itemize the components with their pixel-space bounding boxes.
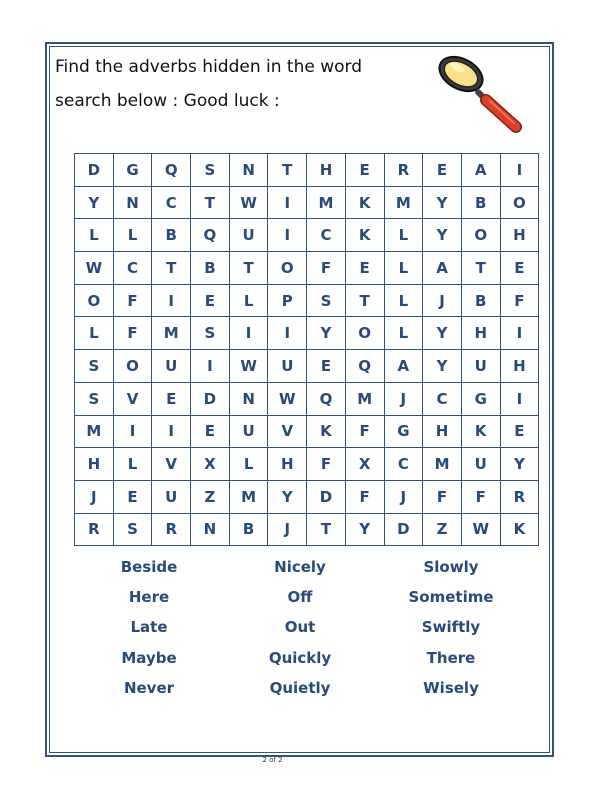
- grid-cell: V: [268, 415, 307, 448]
- grid-cell: G: [384, 415, 423, 448]
- word-list: [74, 552, 526, 703]
- grid-cell: Y: [307, 317, 346, 350]
- grid-cell: U: [152, 350, 191, 383]
- grid-cell: T: [461, 252, 500, 285]
- grid-cell: K: [500, 513, 539, 546]
- word-column: [74, 552, 224, 703]
- grid-cell: K: [461, 415, 500, 448]
- grid-cell: E: [307, 350, 346, 383]
- grid-cell: B: [461, 186, 500, 219]
- grid-cell: N: [113, 186, 152, 219]
- grid-cell: E: [152, 382, 191, 415]
- word-item: Swiftly: [421, 618, 481, 637]
- grid-cell: Y: [423, 219, 462, 252]
- grid-cell: E: [500, 415, 539, 448]
- grid-cell: E: [345, 154, 384, 187]
- grid-cell: H: [75, 448, 114, 481]
- word-item: Wisely: [423, 678, 479, 697]
- grid-cell: W: [229, 350, 268, 383]
- grid-cell: S: [75, 350, 114, 383]
- grid-cell: O: [113, 350, 152, 383]
- grid-cell: E: [191, 284, 230, 317]
- grid-cell: M: [307, 186, 346, 219]
- grid-cell: F: [113, 284, 152, 317]
- grid-cell: R: [384, 154, 423, 187]
- grid-cell: L: [384, 252, 423, 285]
- grid-cell: E: [191, 415, 230, 448]
- grid-cell: L: [75, 317, 114, 350]
- grid-cell: H: [461, 317, 500, 350]
- grid-cell: W: [229, 186, 268, 219]
- grid-cell: U: [229, 415, 268, 448]
- grid-cell: U: [461, 448, 500, 481]
- grid-cell: B: [229, 513, 268, 546]
- grid-cell: P: [268, 284, 307, 317]
- grid-cell: Z: [191, 480, 230, 513]
- grid-cell: T: [307, 513, 346, 546]
- grid-cell: F: [500, 284, 539, 317]
- grid-cell: L: [113, 219, 152, 252]
- grid-cell: Y: [423, 186, 462, 219]
- grid-cell: B: [461, 284, 500, 317]
- grid-cell: K: [345, 186, 384, 219]
- grid-cell: D: [191, 382, 230, 415]
- word-item: Quietly: [269, 678, 331, 697]
- grid-cell: F: [423, 480, 462, 513]
- grid-cell: I: [268, 219, 307, 252]
- grid-cell: C: [113, 252, 152, 285]
- grid-cell: W: [461, 513, 500, 546]
- grid-cell: V: [152, 448, 191, 481]
- grid-cell: V: [113, 382, 152, 415]
- grid-cell: M: [229, 480, 268, 513]
- grid-cell: T: [191, 186, 230, 219]
- grid-cell: A: [423, 252, 462, 285]
- grid-cell: S: [75, 382, 114, 415]
- word-column: [376, 552, 526, 703]
- grid-cell: U: [152, 480, 191, 513]
- grid-cell: F: [113, 317, 152, 350]
- grid-cell: I: [191, 350, 230, 383]
- grid-row: [75, 219, 539, 252]
- grid-cell: E: [500, 252, 539, 285]
- word-item: Out: [284, 618, 316, 637]
- word-item: Nicely: [274, 558, 326, 576]
- word-search-grid: [74, 153, 539, 546]
- grid-cell: H: [423, 415, 462, 448]
- grid-cell: I: [500, 154, 539, 187]
- grid-cell: F: [345, 415, 384, 448]
- grid-cell: J: [384, 480, 423, 513]
- grid-cell: O: [461, 219, 500, 252]
- grid-row: [75, 154, 539, 187]
- grid-cell: I: [229, 317, 268, 350]
- grid-cell: I: [500, 317, 539, 350]
- grid-cell: E: [345, 252, 384, 285]
- grid-row: [75, 252, 539, 285]
- grid-row: [75, 480, 539, 513]
- grid-cell: M: [152, 317, 191, 350]
- word-item: Slowly: [423, 558, 479, 576]
- grid-cell: O: [345, 317, 384, 350]
- grid-cell: C: [307, 219, 346, 252]
- grid-cell: A: [384, 350, 423, 383]
- grid-cell: L: [384, 284, 423, 317]
- grid-cell: M: [423, 448, 462, 481]
- grid-cell: Y: [345, 513, 384, 546]
- grid-cell: S: [307, 284, 346, 317]
- instructions-line-2: search below : Good luck :: [55, 91, 280, 111]
- grid-cell: R: [75, 513, 114, 546]
- grid-cell: X: [191, 448, 230, 481]
- grid-cell: L: [384, 219, 423, 252]
- grid-cell: Y: [75, 186, 114, 219]
- grid-cell: M: [75, 415, 114, 448]
- grid-cell: Y: [500, 448, 539, 481]
- grid-cell: C: [423, 382, 462, 415]
- grid-cell: M: [345, 382, 384, 415]
- grid-cell: J: [423, 284, 462, 317]
- grid-cell: N: [229, 382, 268, 415]
- grid-cell: H: [500, 350, 539, 383]
- grid-cell: X: [345, 448, 384, 481]
- grid-cell: K: [345, 219, 384, 252]
- grid-cell: O: [268, 252, 307, 285]
- grid-cell: I: [113, 415, 152, 448]
- word-item: Beside: [120, 558, 178, 576]
- grid-cell: I: [268, 186, 307, 219]
- grid-cell: B: [191, 252, 230, 285]
- grid-row: [75, 284, 539, 317]
- grid-cell: F: [307, 252, 346, 285]
- page-number: 2 of 2: [262, 756, 283, 764]
- grid-cell: Y: [268, 480, 307, 513]
- grid-cell: F: [461, 480, 500, 513]
- grid-row: [75, 513, 539, 546]
- instructions-line-1: Find the adverbs hidden in the word: [55, 57, 363, 77]
- word-item: Here: [128, 588, 170, 607]
- grid-cell: H: [307, 154, 346, 187]
- grid-cell: D: [384, 513, 423, 546]
- grid-row: [75, 350, 539, 383]
- grid-cell: W: [268, 382, 307, 415]
- grid-cell: W: [75, 252, 114, 285]
- word-item: Sometime: [408, 588, 494, 607]
- grid-cell: S: [113, 513, 152, 546]
- grid-cell: A: [461, 154, 500, 187]
- grid-cell: S: [191, 154, 230, 187]
- grid-cell: L: [75, 219, 114, 252]
- word-column: [225, 552, 375, 703]
- grid-cell: O: [500, 186, 539, 219]
- grid-cell: L: [384, 317, 423, 350]
- grid-cell: Y: [423, 350, 462, 383]
- grid-cell: Y: [423, 317, 462, 350]
- grid-row: [75, 382, 539, 415]
- word-item: There: [426, 648, 476, 667]
- grid-cell: B: [152, 219, 191, 252]
- grid-cell: H: [500, 219, 539, 252]
- grid-cell: E: [423, 154, 462, 187]
- grid-row: [75, 317, 539, 350]
- grid-cell: Q: [191, 219, 230, 252]
- grid-cell: L: [229, 284, 268, 317]
- grid-cell: N: [191, 513, 230, 546]
- grid-cell: F: [345, 480, 384, 513]
- grid-cell: J: [75, 480, 114, 513]
- grid-cell: C: [152, 186, 191, 219]
- grid-cell: I: [152, 284, 191, 317]
- grid-cell: U: [268, 350, 307, 383]
- instructions-text: [55, 50, 435, 118]
- word-item: Maybe: [121, 648, 177, 667]
- grid-cell: Z: [423, 513, 462, 546]
- word-item: Quickly: [268, 648, 332, 667]
- grid-cell: Q: [345, 350, 384, 383]
- grid-cell: T: [345, 284, 384, 317]
- grid-cell: H: [268, 448, 307, 481]
- grid-cell: K: [307, 415, 346, 448]
- grid-cell: U: [229, 219, 268, 252]
- grid-cell: J: [384, 382, 423, 415]
- grid-cell: M: [384, 186, 423, 219]
- grid-cell: D: [75, 154, 114, 187]
- grid-row: [75, 186, 539, 219]
- grid-cell: T: [152, 252, 191, 285]
- magnifying-glass-icon: [436, 52, 526, 136]
- grid-cell: D: [307, 480, 346, 513]
- grid-cell: E: [113, 480, 152, 513]
- grid-cell: S: [191, 317, 230, 350]
- grid-cell: I: [268, 317, 307, 350]
- grid-cell: R: [500, 480, 539, 513]
- grid-cell: L: [113, 448, 152, 481]
- grid-cell: R: [152, 513, 191, 546]
- grid-cell: I: [500, 382, 539, 415]
- word-item: Never: [123, 678, 175, 697]
- grid-cell: T: [268, 154, 307, 187]
- word-item: Late: [130, 618, 168, 637]
- grid-cell: U: [461, 350, 500, 383]
- grid-cell: O: [75, 284, 114, 317]
- grid-row: [75, 448, 539, 481]
- grid-cell: Q: [307, 382, 346, 415]
- grid-cell: I: [152, 415, 191, 448]
- grid-cell: G: [113, 154, 152, 187]
- grid-cell: L: [229, 448, 268, 481]
- grid-cell: G: [461, 382, 500, 415]
- word-item: Off: [287, 588, 313, 607]
- grid-row: [75, 415, 539, 448]
- grid-cell: Q: [152, 154, 191, 187]
- grid-cell: T: [229, 252, 268, 285]
- grid-cell: F: [307, 448, 346, 481]
- grid-cell: J: [268, 513, 307, 546]
- grid-cell: N: [229, 154, 268, 187]
- grid-cell: C: [384, 448, 423, 481]
